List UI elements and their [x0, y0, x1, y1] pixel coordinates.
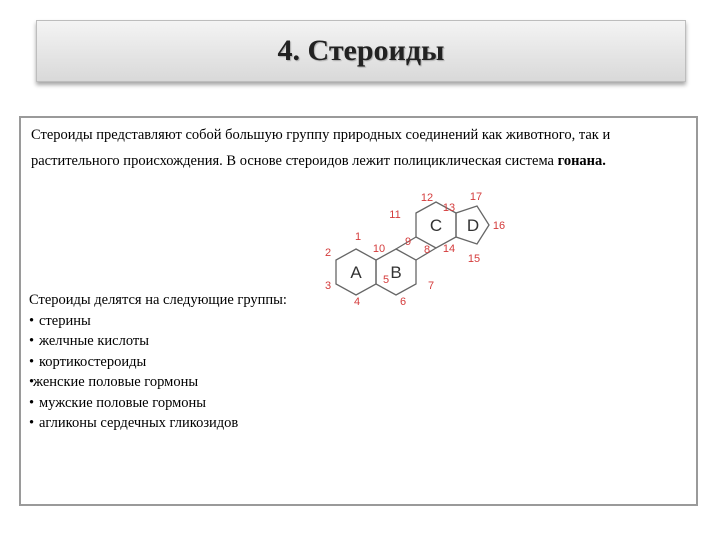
title-bar: [36, 20, 686, 82]
atom-number-4: 4: [353, 296, 361, 308]
atom-number-6: 6: [399, 296, 407, 308]
atom-number-13: 13: [442, 202, 456, 214]
atom-number-1: 1: [354, 231, 362, 243]
ring-label-b: B: [390, 263, 402, 282]
ring-label-c: C: [429, 216, 443, 235]
intro-text: Стероиды представляют собой большую группу природных соединений как животного, так и растительного происхождения. В основе стероидов лежит полициклическая система: [31, 127, 611, 169]
list-item: •женские половые гормоны: [29, 372, 669, 393]
slide-title: 4. Стероиды: [277, 34, 445, 67]
groups-section: [29, 290, 669, 434]
atom-number-5: 5: [382, 274, 390, 286]
bullet-icon: •: [29, 312, 35, 329]
bullet-icon: •: [29, 374, 35, 390]
atom-number-12: 12: [420, 192, 434, 204]
bullet-icon: •: [29, 333, 35, 349]
atom-number-15: 15: [467, 253, 481, 265]
atom-number-14: 14: [442, 243, 456, 255]
atom-number-9: 9: [404, 236, 412, 248]
atom-number-17: 17: [469, 191, 483, 203]
groups-heading: Стероиды делятся на следующие группы:: [29, 292, 287, 308]
atom-number-16: 16: [492, 220, 506, 232]
list-item: • стерины: [29, 311, 669, 332]
intro-paragraph: [31, 122, 687, 174]
intro-bold-term: гонана.: [557, 153, 606, 169]
bullet-icon: •: [29, 415, 35, 431]
list-item: • желчные кислоты: [29, 331, 669, 352]
content-panel: [19, 116, 698, 506]
atom-number-11: 11: [389, 209, 401, 221]
list-item: • мужские половые гормоны: [29, 393, 669, 414]
bullet-icon: •: [29, 353, 35, 370]
atom-number-3: 3: [324, 280, 332, 292]
ring-label-a: A: [350, 263, 362, 282]
bullet-icon: •: [29, 394, 35, 411]
ring-label-d: D: [466, 216, 480, 235]
atom-number-7: 7: [427, 280, 435, 292]
groups-list: [29, 311, 669, 434]
list-item: • кортикостероиды: [29, 352, 669, 373]
atom-number-10: 10: [372, 243, 386, 255]
atom-number-2: 2: [324, 247, 332, 259]
list-item: • агликоны сердечных гликозидов: [29, 413, 669, 434]
atom-number-8: 8: [423, 244, 431, 256]
